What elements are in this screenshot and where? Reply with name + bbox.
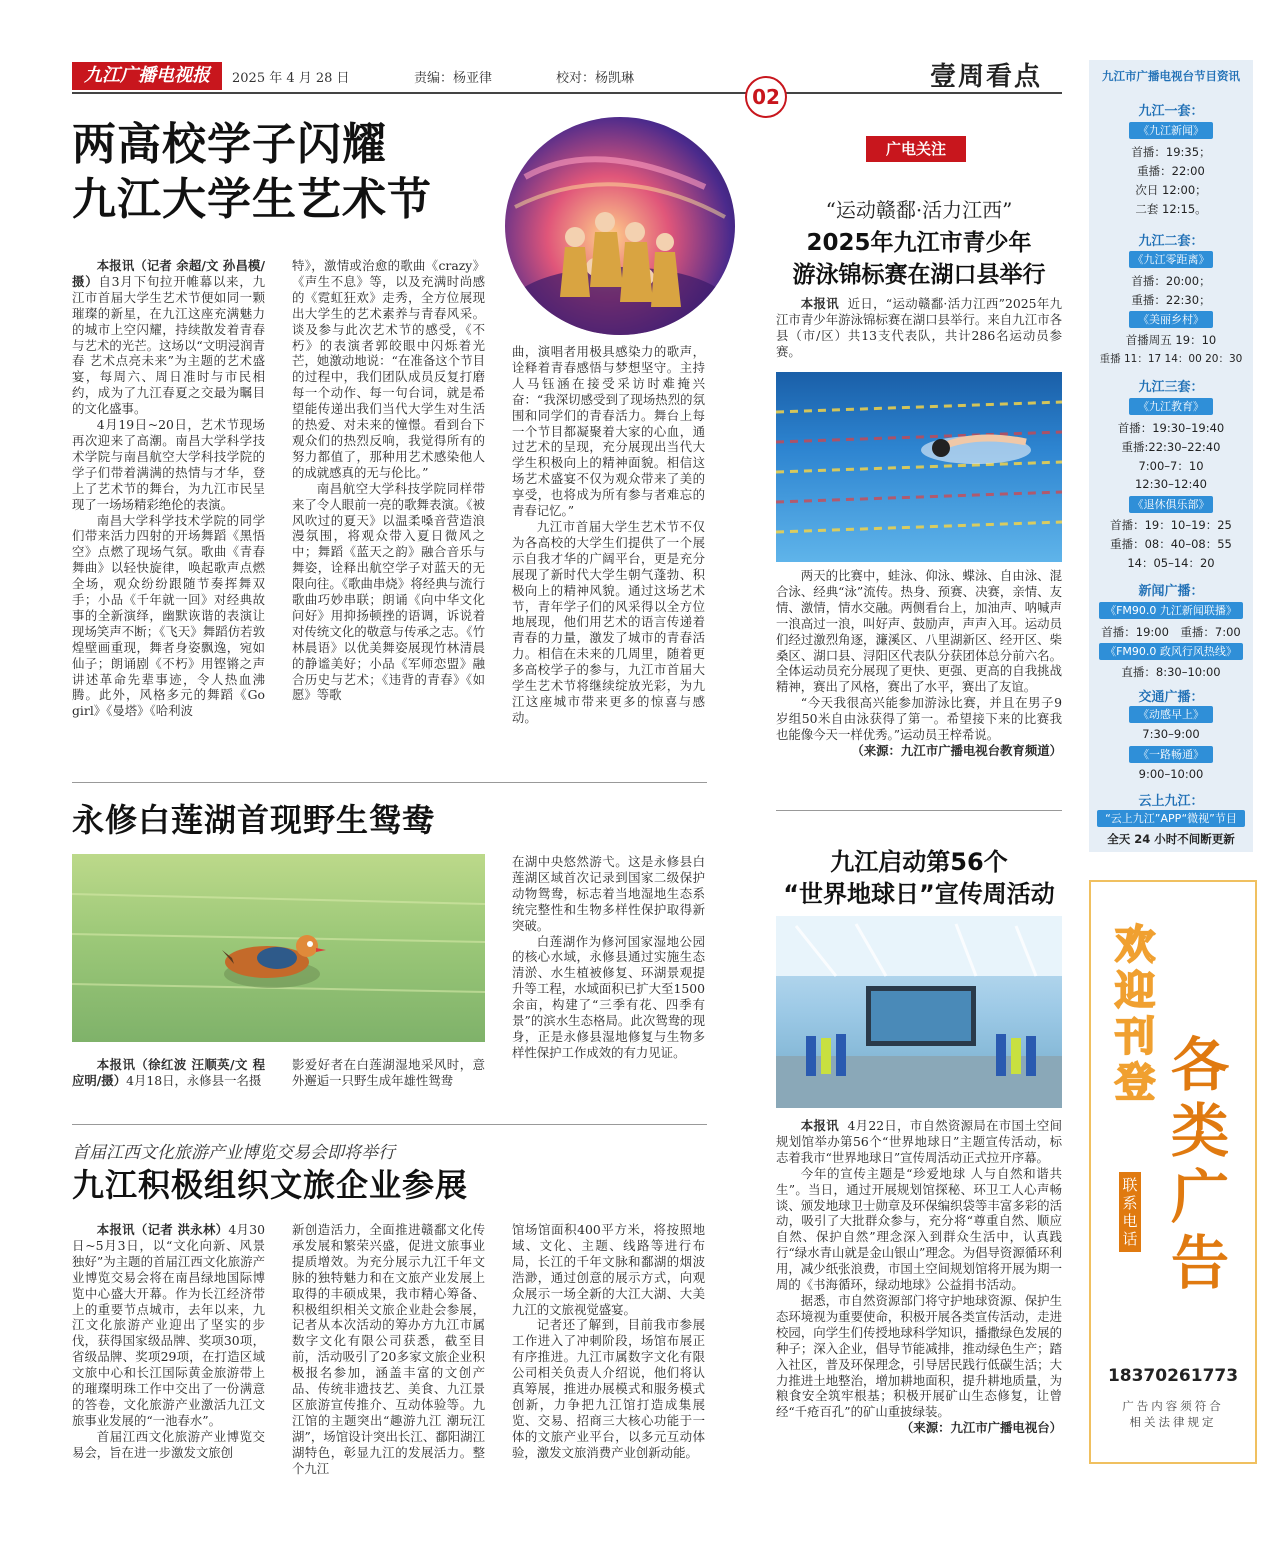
channel3-time5: 首播：19：10–19：25: [1110, 518, 1232, 532]
channel2-time1: 首播：20:00；: [1131, 274, 1211, 288]
channel1-program: 《九江新闻》: [1129, 122, 1213, 139]
ad-contact-label: 联系电话: [1119, 1172, 1141, 1252]
article4-column1: [72, 1222, 265, 1492]
article3-column1: [72, 1057, 265, 1097]
article4-col3b: 记者还了解到，目前我市参展工作进入了冲刺阶段，场馆布展正有序推进。九江市属数字文化有限公司相关负责人介绍说，他们将认真筹展，推进办展模式和服务模式创新，力争把九江馆打造成集展览、交易、招商三大核心功能于一体的文旅产业平台，以多元互动体验，激发文旅消费产业创新动能。: [512, 1317, 705, 1460]
channel3-time7: 14：05–14：20: [1127, 556, 1215, 570]
traffic-radio-heading: 交通广播：: [1138, 690, 1204, 705]
channel1-heading: 九江一套：: [1138, 104, 1204, 119]
article5-source: （来源：九江市广播电视台）: [900, 1420, 1062, 1436]
cloud-heading: 云上九江：: [1138, 794, 1204, 809]
guangdian-tag: 广电关注: [866, 136, 966, 162]
editor-credit: 责编：杨亚律: [414, 71, 493, 86]
divider-a5: [776, 810, 1062, 811]
article4-column2: [292, 1222, 485, 1492]
channel2-heading: 九江二套：: [1138, 234, 1204, 249]
ad-phone: 18370261773: [1107, 1366, 1239, 1386]
article2-p2: 两天的比赛中，蛙泳、仰泳、蝶泳、自由泳、混合泳、经典“泳”流传。热身、预赛、决赛，亲情、友情、激情，情水交融。两侧看台上，加油声、呐喊声一浪高过一浪，叫好声、鼓励声，声声入耳。运动员们经过激烈角逐，濂溪区、八里湖新区、经开区、柴桑区、湖口县、浔阳区代表队分获团体总分前六名。全体运动员充分展现了更快、更强、更高的自我挑战精神，赛出了风格，赛出了水平，赛出了友谊。: [776, 568, 1062, 695]
header-rule: [72, 92, 1062, 94]
swimming-photo: [776, 372, 1062, 562]
ad-welcome-text: 欢迎刊登: [1115, 922, 1155, 1106]
cloud-program: “云上九江”APP“微视”节目: [1097, 810, 1245, 827]
section-title: 壹周看点: [930, 62, 1043, 92]
article2-title-line1: 2025年九江市青少年: [806, 230, 1032, 256]
channel3-time2: 重播:22:30–22:40: [1121, 440, 1221, 454]
article1-col2: 特》，激情或治愈的歌曲《crazy》《声生不息》等，以及充满时尚感的《霓虹狂欢》走秀，全方位展现出大学生的艺术素养与青春风采。谈及参与此次艺术节的感受，《不朽》的表演者郭皎眼中闪烁着光芒，她激动地说：“在准备这个节目的过程中，我们团队成员反复打磨每一个动作、每一句台词，就是希望能传递出我们当代大学生对生活的热爱、对未来的憧憬。看到台下观众们的热烈反响，我觉得所有的努力都值了，那种用艺术感染他人的成就感真的无与伦比。”: [292, 258, 485, 480]
article4-title: 九江积极组织文旅企业参展: [72, 1166, 469, 1204]
article2-body: [776, 568, 1062, 794]
channel2-program2: 《美丽乡村》: [1129, 311, 1213, 328]
channel1-time2: 重播：22:00: [1137, 164, 1205, 178]
masthead-logo: 九江广播电视报: [72, 62, 222, 90]
article4-col3: 馆场馆面积400平方米，将按照地域、文化、主题、线路等进行布局，长江的千年文脉和鄱湖的烟波浩渺，通过创意的展示方式，向观众展示一场全新的大江大湖、大美九江的文旅视觉盛宴。: [512, 1222, 705, 1317]
channel3-time4: 12:30–12:40: [1134, 477, 1208, 491]
article5-p2: 今年的宣传主题是“珍爱地球 人与自然和谐共生”。当日，通过开展规划馆探秘、环卫工人心声畅谈、颁发地球卫士勋章及环保编织袋等丰富多彩的活动，吸引了大批群众参与，充分将“尊重自然、顺应自然、保护自然”理念深入到群众生活中，认真践行“绿水青山就是金山银山”理念。为倡导资源循环利用，减少纸张浪费，市国土空间规划馆将开展为期一周的《书海循环，绿动地球》公益捐书活动。: [776, 1165, 1062, 1293]
traffic-program1: 《动感早上》: [1129, 706, 1213, 723]
article3-col1: 4月18日，永修县一名摄: [126, 1072, 262, 1088]
news-radio-heading: 新闻广播：: [1138, 584, 1204, 599]
channel3-program2: 《退休俱乐部》: [1129, 496, 1213, 513]
channel2-time4: 重播 11：17 14：00 20：30: [1099, 353, 1243, 365]
article5-byline: 本报讯: [800, 1118, 839, 1133]
divider-a3: [72, 782, 707, 783]
article4-byline: 本报讯（记者 洪永林）: [96, 1222, 229, 1237]
traffic-time2: 9:00–10:00: [1138, 767, 1204, 781]
channel3-time1: 首播：19:30–19:40: [1117, 421, 1225, 435]
advertisement-box: [1089, 880, 1257, 1464]
article4-col1: 4月30日~5月3日，以“文化向新、风景独好”为主题的首届江西文化旅游产业博览交易会将在南昌绿地国际博览中心盛大开幕。作为长江经济带上的重要节点城市，去年以来，九江文化旅游产业迎出了坚实的步伐，获得国家级品牌、奖项30项，省级品牌、奖项29项，在打造区域文旅中心和长江国际黄金旅游带上的璀璨明珠工作中交出了一份满意的答卷，文化旅游产业激活九江文旅事业发展的“一池春水”。: [72, 1222, 265, 1428]
article2-source: （来源：九江市广播电视台教育频道）: [851, 742, 1062, 758]
article1-title-line1: 两高校学子闪耀: [72, 119, 387, 170]
article1-title-line2: 九江大学生艺术节: [72, 174, 432, 225]
news-program2: 《FM90.0 政风行风热线》: [1099, 643, 1243, 660]
channel3-program1: 《九江教育》: [1129, 398, 1213, 415]
article1-column2: [292, 258, 485, 758]
proofreader-credit: 校对：杨凯琳: [556, 71, 635, 86]
news-time2: 直播：8:30–10:00: [1121, 665, 1221, 679]
article4-col2: 新创造活力，全面推进赣鄱文化传承发展和繁荣兴盛，促进文旅事业提质增效。为充分展示九江千年文脉的独特魅力和在文旅产业发展上取得的丰硕成果，我市精心筹备、积极组织相关文旅企业赴会参展，记者从本次活动的筹办方九江市属数字文化有限公司获悉，截至目前，活动吸引了20多家文旅企业积极报名参加，涵盖丰富的文创产品、传统非遗技艺、美食、九江景区旅游宣传推介、互动体验等。九江馆的主题突出“趣游九江 潮玩江湖”，场馆设计突出长江、鄱阳湖江湖特色，彰显九江的发展活力。整个九江: [292, 1222, 485, 1476]
article1-column1: [72, 258, 265, 758]
ad-note: 广告内容须符合相关法律规定: [1122, 1399, 1224, 1429]
article5-p3: 据悉，市自然资源部门将守护地球资源、保护生态环境视为重要使命，积极开展各类宣传活动，走进校园，向学生们传授地球科学知识，播撒绿色发展的种子；深入企业，倡导节能减排，推动绿色生产；踏入社区，普及环保理念，引导居民践行低碳生活；大力推进土地整治，增加耕地面积，提升耕地质量，为粮食安全筑牢根基；积极开展矿山生态修复，让曾经“千疮百孔”的矿山重披绿装。: [776, 1292, 1062, 1420]
article3-title: 永修白莲湖首现野生鸳鸯: [72, 801, 436, 839]
article5-title-line2: “世界地球日”宣传周活动: [783, 880, 1055, 908]
article3-column3: [512, 854, 705, 1099]
article2-lead: [776, 296, 1062, 366]
art-festival-photo: [505, 117, 735, 335]
article2-title-line2: 游泳锦标赛在湖口县举行: [792, 262, 1046, 288]
article1-col2b: 南昌航空大学科技学院同样带来了令人眼前一亮的歌舞表演。《被风吹过的夏天》以温柔嗓音营造浪漫氛围，将观众带入夏日微风之中；舞蹈《蓝天之韵》融合音乐与舞姿，诠释出航空学子对蓝天的无限向往。《歌曲串烧》将经典与流行歌曲巧妙串联；朗诵《向中华文化问好》用抑扬顿挫的语调，诉说着对传统文化的敬意与传承之志。《竹林晨语》以优美舞姿展现竹林清晨的静谧美好；小品《军师恋盟》融合历史与艺术；《违背的青春》《如愿》等歌: [292, 480, 485, 703]
article3-byline: 本报讯（徐红波 汪顺英/文 程应明/摄）: [72, 1057, 265, 1088]
channel2-time2: 重播：22:30；: [1131, 293, 1211, 307]
article3-column2: [292, 1057, 485, 1097]
article5-body: [776, 1118, 1062, 1498]
article1-col1b: 4月19日~20日，艺术节现场再次迎来了高潮。南昌大学科学技术学院与南昌航空大学科技学院的学子们带着满满的热情与才华，登上了艺术节的舞台，为九江市民呈现了一场场精彩绝伦的表演。: [72, 417, 265, 512]
article1-col3: 曲，演唱者用极具感染力的歌声，诠释着青春感悟与梦想坚守。主持人马钰涵在接受采访时难掩兴奋：“我深切感受到了现场热烈的氛围和同学们的青春活力。舞台上每一个节目都凝聚着大家的心血，通过艺术的呈现，充分展现出当代大学生积极向上的精神面貌。相信这场艺术盛宴不仅为观众带来了美的享受，也将成为所有参与者难忘的青春记忆。”: [512, 344, 705, 519]
article2-p3: “今天我很高兴能参加游泳比赛，并且在男子9岁组50米自由泳获得了第一。希望接下来的比赛我也能像今天一样优秀。”运动员王梓希说。: [776, 695, 1062, 743]
article1-col1c: 南昌大学科学技术学院的同学们带来活力四射的开场舞蹈《黑悟空》点燃了现场气氛。歌曲《青春舞曲》以轻快旋律，唤起歌声点燃全场，观众纷纷跟随节奏挥舞双手；小品《千年就一回》对经典故事的全新演绎，幽默诙谐的表演让现场笑声不断；《飞天》舞蹈仿若敦煌壁画重现，舞者身姿飘逸，宛如仙子；朗诵剧《不朽》用铿锵之声讲述革命先辈事迹，令人热血沸腾。此外，风格多元的舞蹈《Go girl》《曼塔》《哈利波: [72, 512, 265, 719]
channel2-time3: 首播周五 19：10: [1125, 333, 1217, 347]
article4-col1b: 首届江西文化旅游产业博览交易会，旨在进一步激发文旅创: [72, 1428, 265, 1460]
article2-subtitle: “运动赣鄱·活力江西”: [825, 198, 1013, 222]
mandarin-duck-photo: [72, 854, 485, 1042]
divider-a4: [72, 1124, 707, 1125]
channel1-time1: 首播：19:35；: [1131, 145, 1211, 159]
channel3-heading: 九江三套：: [1138, 380, 1204, 395]
channel3-time6: 重播：08：40–08：55: [1110, 537, 1232, 551]
article3-col3b: 白莲湖作为修河国家湿地公园的核心水域，永修县通过实施生态清淤、水生植被修复、环湖景观提升等工程，水域面积已扩大至1500余亩，构建了“三季有花、四季有景”的滨水生态格局。此次鸳鸯的现身，正是永修县湿地修复与生物多样性保护工作成效的有力见证。: [512, 933, 705, 1060]
program-guide-sidebar: [1089, 60, 1253, 852]
article4-kicker: 首届江西文化旅游产业博览交易会即将举行: [72, 1143, 395, 1163]
news-program1: 《FM90.0 九江新闻联播》: [1099, 602, 1243, 619]
traffic-program2: 《一路畅通》: [1129, 746, 1213, 763]
article3-col2: 影爱好者在白莲湖湿地采风时，意外邂逅一只野生成年雄性鸳鸯: [292, 1057, 485, 1088]
article1-byline: 本报讯（记者 余超/文 孙昌模/摄）: [72, 258, 265, 289]
article2-p1: 近日，“运动赣鄱·活力江西”2025年九江市青少年游泳锦标赛在湖口县举行。来自九江市各县（市/区）共13支代表队，共计286名运动员参赛。: [776, 296, 1062, 359]
page-number-badge: 02: [745, 76, 787, 118]
article1-col1-text: 自3月下旬拉开帷幕以来，九江市首届大学生艺术节便如同一颗璀璨的新星，在九江这座充满魅力的城市上空闪耀，持续散发着青春与艺术的光芒。这场以“文明浸润青春 艺术点亮未来”为主题的艺术盛宴，每周六、周日准时与市民相约，成为了九江春夏之交最为瞩目的文化盛事。: [72, 273, 265, 417]
article4-column3: [512, 1222, 705, 1492]
article5-title-line1: 九江启动第56个: [830, 848, 1008, 876]
issue-date: 2025 年 4 月 28 日: [232, 71, 350, 86]
article5-p1: 4月22日，市自然资源局在市国土空间规划馆举办第56个“世界地球日”主题宣传活动，标志着我市“世界地球日”宣传周活动正式拉开序幕。: [776, 1118, 1062, 1165]
traffic-time1: 7:30–9:00: [1142, 727, 1200, 741]
channel1-time4: 二套 12:15。: [1135, 202, 1207, 216]
article1-column3: [512, 344, 705, 758]
cloud-time: 全天 24 小时不间断更新: [1107, 832, 1235, 846]
earth-day-photo: [776, 916, 1062, 1108]
news-time1: 首播：19:00 重播：7:00: [1101, 625, 1241, 639]
article1-col3b: 九江市首届大学生艺术节不仅为各高校的大学生们提供了一个展示自我才华的广阔平台，更是充分展现了新时代大学生朝气蓬勃、积极向上的精神风貌。通过这场艺术节，青年学子们的风采得以全方位地展现，他们用艺术的语言传递着青春的力量，激发了城市的青春活力。相信在未来的几周里，随着更多高校学子的参与，九江市首届大学生艺术节将继续绽放光彩，为九江这座城市带来更多的惊喜与感动。: [512, 518, 705, 725]
article3-col3: 在湖中央悠然游弋。这是永修县白莲湖区域首次记录到国家二级保护动物鸳鸯，标志着当地湿地生态系统完整性和生物多样性保护取得新突破。: [512, 854, 705, 933]
sidebar-title: 九江市广播电视台节目资讯: [1102, 69, 1240, 83]
channel2-program1: 《九江零距离》: [1129, 251, 1213, 268]
ad-main-text: 各类广告: [1171, 1031, 1230, 1297]
article2-byline: 本报讯: [800, 296, 840, 311]
channel3-time3: 7:00–7：10: [1138, 459, 1204, 473]
channel1-time3: 次日 12:00；: [1135, 183, 1207, 197]
